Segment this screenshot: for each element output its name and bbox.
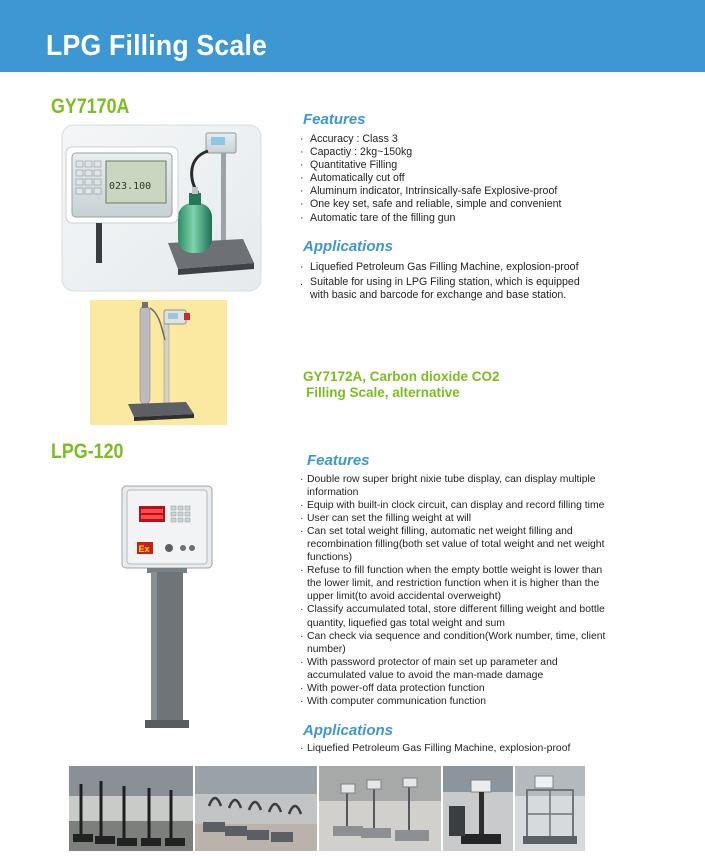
indicator-reading: 023.100	[109, 181, 152, 192]
list-item: · With power-off data protection function	[300, 682, 485, 694]
factory-photo-3	[319, 766, 441, 851]
list-item: · Can check via sequence and condition(Work number, time, client number)	[300, 630, 606, 655]
model-gy7170a: GY7170A	[51, 95, 130, 118]
features-list-gy7170a	[300, 133, 600, 225]
list-item: · Accuracy : Class 3	[300, 133, 398, 145]
factory-photo-5	[515, 766, 585, 851]
factory-photo-strip	[69, 766, 589, 851]
features-heading-gy7170a: Features	[303, 111, 366, 128]
list-item: · Equip with built-in clock circuit, can display and record filling time	[300, 500, 605, 512]
list-item: · Quantitative Filling	[300, 159, 398, 172]
co2-scale-photo	[90, 300, 227, 425]
list-item: · Double row super bright nixie tube display, can display multiple information	[300, 474, 596, 499]
alternative-line-2: Filling Scale, alternative	[306, 385, 460, 400]
ex-label: Ex	[138, 544, 150, 554]
features-list-lpg-120	[300, 473, 618, 708]
page-title: LPG Filling Scale	[46, 30, 268, 62]
list-item: · Refuse to fill function when the empty bottle weight is lower than the lower limit, and restriction function when it is higher than the upper limit(to avoid accidental overweight)	[300, 565, 603, 603]
list-item: · Liquefied Petroleum Gas Filling Machine, explosion-proof	[300, 261, 579, 273]
factory-photo-4	[443, 766, 513, 851]
list-item: · Capactiy : 2kg~150kg	[300, 146, 413, 159]
factory-photo-2	[195, 766, 317, 851]
list-item: · Automatically cut off	[300, 172, 405, 185]
list-item: · Liquefied Petroleum Gas Filling Machine, explosion-proof	[300, 743, 571, 754]
applications-list-gy7170a	[300, 261, 600, 302]
list-item: . Suitable for using in LPG Filing station, which is equipped with basic and barcode for exchange and base station.	[300, 276, 580, 302]
model-lpg-120: LPG-120	[51, 440, 124, 463]
applications-heading-lpg-120: Applications	[303, 722, 394, 739]
gy7170a-product-photo	[58, 123, 265, 293]
list-item: · With computer communication function	[300, 695, 487, 707]
list-item: · User can set the filling weight at will	[300, 513, 472, 525]
alternative-line-1: GY7172A, Carbon dioxide CO2	[303, 369, 500, 384]
list-item: · Can set total weight filling, automatic net weight filling and recombination filling(both set value of total weight and net weight functions)	[300, 526, 605, 564]
alternative-note	[303, 369, 500, 401]
list-item: · Automatic tare of the filling gun	[300, 211, 456, 224]
list-item: · Classify accumulated total, store different filling weight and bottle quantity, liquefied gas total weight and sum	[300, 604, 605, 629]
lpg-120-product-photo	[117, 482, 217, 732]
list-item: · One key set, safe and reliable, simple and convenient	[300, 198, 562, 211]
factory-photo-1	[69, 766, 193, 851]
applications-list-lpg-120	[300, 742, 618, 755]
applications-heading-gy7170a: Applications	[303, 238, 394, 255]
header-banner	[0, 0, 705, 72]
list-item: · Aluminum indicator, Intrinsically-safe Explosive-proof	[300, 185, 558, 198]
list-item: · With password protector of main set up parameter and accumulated value to avoid the man-made damage	[300, 656, 558, 681]
features-heading-lpg-120: Features	[307, 452, 370, 469]
